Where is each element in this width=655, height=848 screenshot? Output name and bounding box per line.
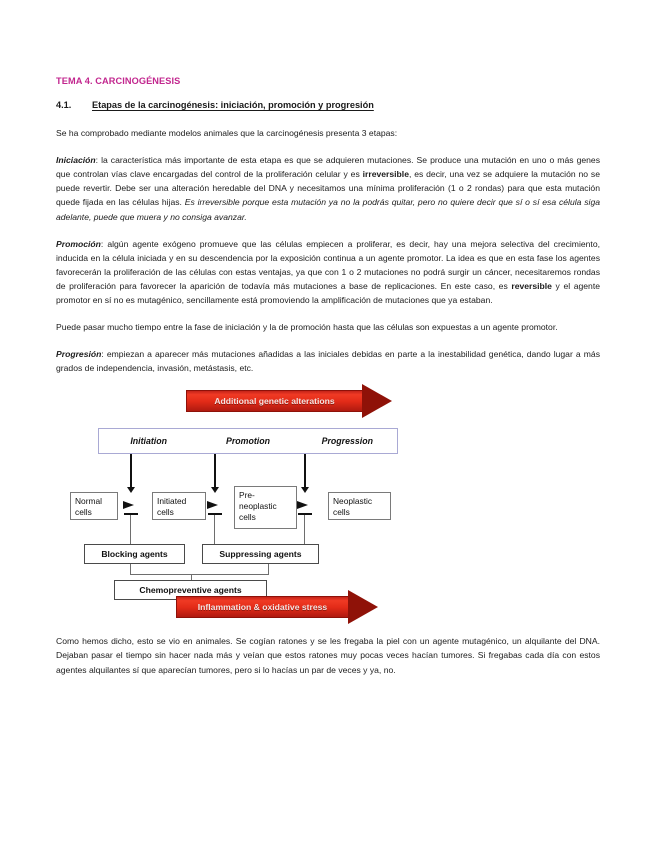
banner-bottom-shaft bbox=[176, 596, 348, 618]
term-progresion: Progresión bbox=[56, 349, 102, 360]
box-initiated-cells: Initiated cells bbox=[152, 492, 206, 520]
stage-promotion: Promotion bbox=[226, 436, 270, 447]
box-chemopreventive-agents: Chemopreventive agents bbox=[114, 580, 267, 600]
section-number: 4.1. bbox=[56, 100, 72, 111]
diagram-canvas bbox=[56, 388, 600, 620]
stem-initiation bbox=[130, 454, 132, 488]
inhibition-bar-icon bbox=[298, 513, 312, 515]
paragraph-iniciacion bbox=[56, 153, 600, 223]
paragraph-tiempo: Puede pasar mucho tiempo entre la fase de iniciación y la de promoción hasta que las células son expuestas a un agente promotor. bbox=[56, 322, 558, 333]
paragraph-progresion bbox=[56, 347, 600, 375]
promocion-text-2: y el agente promotor en sí no es mutagénico, sencillamente está promoviendo la amplificación de mutaciones que ya estaban. bbox=[56, 280, 600, 305]
promocion-text-1: : algún agente exógeno promueve que las células empiecen a proliferar, es decir, hay una mejora selectiva del crecimiento, inducida en la célula iniciada y en su descendencia por la exposición continua a un agente promotor. La idea es que en esta fase los agentes favorecerán la proliferación de las células con estas ventajas, ya que con 1 o 2 mutaciones no podrá surgir un cáncer, necesitaremos rondas de proliferación para favorecer la aparición de todavía más mutaciones a base de replicaciones. En este caso, es bbox=[56, 238, 600, 291]
connector-normal-to-initiated bbox=[123, 496, 139, 516]
link-suppressing-down bbox=[268, 564, 269, 574]
iniciacion-text-2: , es decir, una vez se adquiere la mutación no se puede revertir. Debe ser una alteración heredable del DNA y necesitamos una mínima proliferación (1 o 2 rondas) para que esta mutación quede fijada en las células hijas. bbox=[56, 169, 600, 208]
section-title: Etapas de la carcinogénesis: iniciación, promoción y progresión bbox=[92, 100, 374, 111]
paragraph-cierre: Como hemos dicho, esto se vio en animales. Se cogían ratones y se les fregaba la piel con un agente mutagénico, un alquilante del DNA. Dejaban pasar el tiempo sin hacer nada más y veían que estos ratones muy pocas veces hacían tumores. Si fregabas cada día con estos agentes alquilantes sí que aparecían tumores, pero si lo hacías un par de veces y ya, no. bbox=[56, 636, 600, 675]
stage-initiation: Initiation bbox=[130, 436, 167, 447]
box-neoplastic-cells: Neoplastic cells bbox=[328, 492, 391, 520]
intro-paragraph: Se ha comprobado mediante modelos animales que la carcinogénesis presenta 3 etapas: bbox=[56, 128, 398, 139]
box-normal-cells: Normal cells bbox=[70, 492, 118, 520]
inhibition-bar-icon bbox=[124, 513, 138, 515]
paragraph-promocion bbox=[56, 237, 600, 307]
stem-progression-arrowhead-icon bbox=[301, 487, 309, 493]
banner-bottom-label: Inflammation & oxidative stress bbox=[197, 602, 328, 613]
box-preneoplastic-cells: Pre-neoplastic cells bbox=[234, 486, 297, 529]
stage-bar bbox=[98, 428, 398, 454]
iniciacion-text-1: : la característica más importante de esta etapa es que se adquieren mutaciones. Se produce una mutación en uno o más genes que controlan vías clave encargadas del control de la proliferación celular y es bbox=[56, 155, 600, 180]
iniciacion-italic-1: Es irreversible porque esta mutación ya no la podrás quitar, pero no quiere decir que sí o sí esa célula siga adelante, puede que muera y no consiga avanzar. bbox=[56, 197, 601, 222]
term-iniciacion: Iniciación bbox=[56, 155, 96, 166]
box-blocking-agents: Blocking agents bbox=[84, 544, 185, 564]
inhibition-bar-icon bbox=[208, 513, 222, 515]
section-heading bbox=[56, 100, 600, 111]
banner-bottom-arrowhead-icon bbox=[348, 590, 378, 624]
progresion-text-1: : empiezan a aparecer más mutaciones añadidas a las iniciales debidas en parte a la inestabilidad genética, dando lugar a más grados de independencia, invasión, metástasis, etc. bbox=[56, 349, 600, 374]
inhibit-stem-blocking bbox=[130, 515, 131, 544]
stem-promotion-arrowhead-icon bbox=[211, 487, 219, 493]
banner-inflammation-oxidative-stress bbox=[176, 596, 378, 618]
link-horizontal-join bbox=[130, 574, 269, 575]
transition-arrow-icon bbox=[207, 501, 218, 509]
box-suppressing-agents: Suppressing agents bbox=[202, 544, 319, 564]
inhibit-stem-suppressing-left bbox=[214, 515, 215, 544]
stem-initiation-arrowhead-icon bbox=[127, 487, 135, 493]
promocion-bold-1: reversible bbox=[511, 280, 552, 291]
iniciacion-bold-1: irreversible bbox=[362, 169, 409, 180]
stem-progression bbox=[304, 454, 306, 488]
stage-progression: Progression bbox=[321, 436, 373, 447]
banner-additional-genetic-alterations bbox=[186, 390, 392, 412]
banner-top-label: Additional genetic alterations bbox=[214, 396, 335, 407]
stem-promotion bbox=[214, 454, 216, 488]
banner-top-shaft bbox=[186, 390, 362, 412]
link-join-to-chemo bbox=[191, 574, 192, 580]
connector-initiated-to-preneoplastic bbox=[207, 496, 223, 516]
carcinogenesis-diagram bbox=[56, 388, 600, 620]
banner-top-arrowhead-icon bbox=[362, 384, 392, 418]
term-promocion: Promoción bbox=[56, 238, 101, 249]
inhibit-stem-suppressing-right bbox=[304, 515, 305, 544]
page-title: TEMA 4. CARCINOGÉNESIS bbox=[56, 76, 181, 86]
document-content bbox=[56, 76, 600, 690]
connector-preneoplastic-to-neoplastic bbox=[297, 496, 313, 516]
transition-arrow-icon bbox=[123, 501, 134, 509]
link-blocking-down bbox=[130, 564, 131, 574]
transition-arrow-icon bbox=[297, 501, 308, 509]
